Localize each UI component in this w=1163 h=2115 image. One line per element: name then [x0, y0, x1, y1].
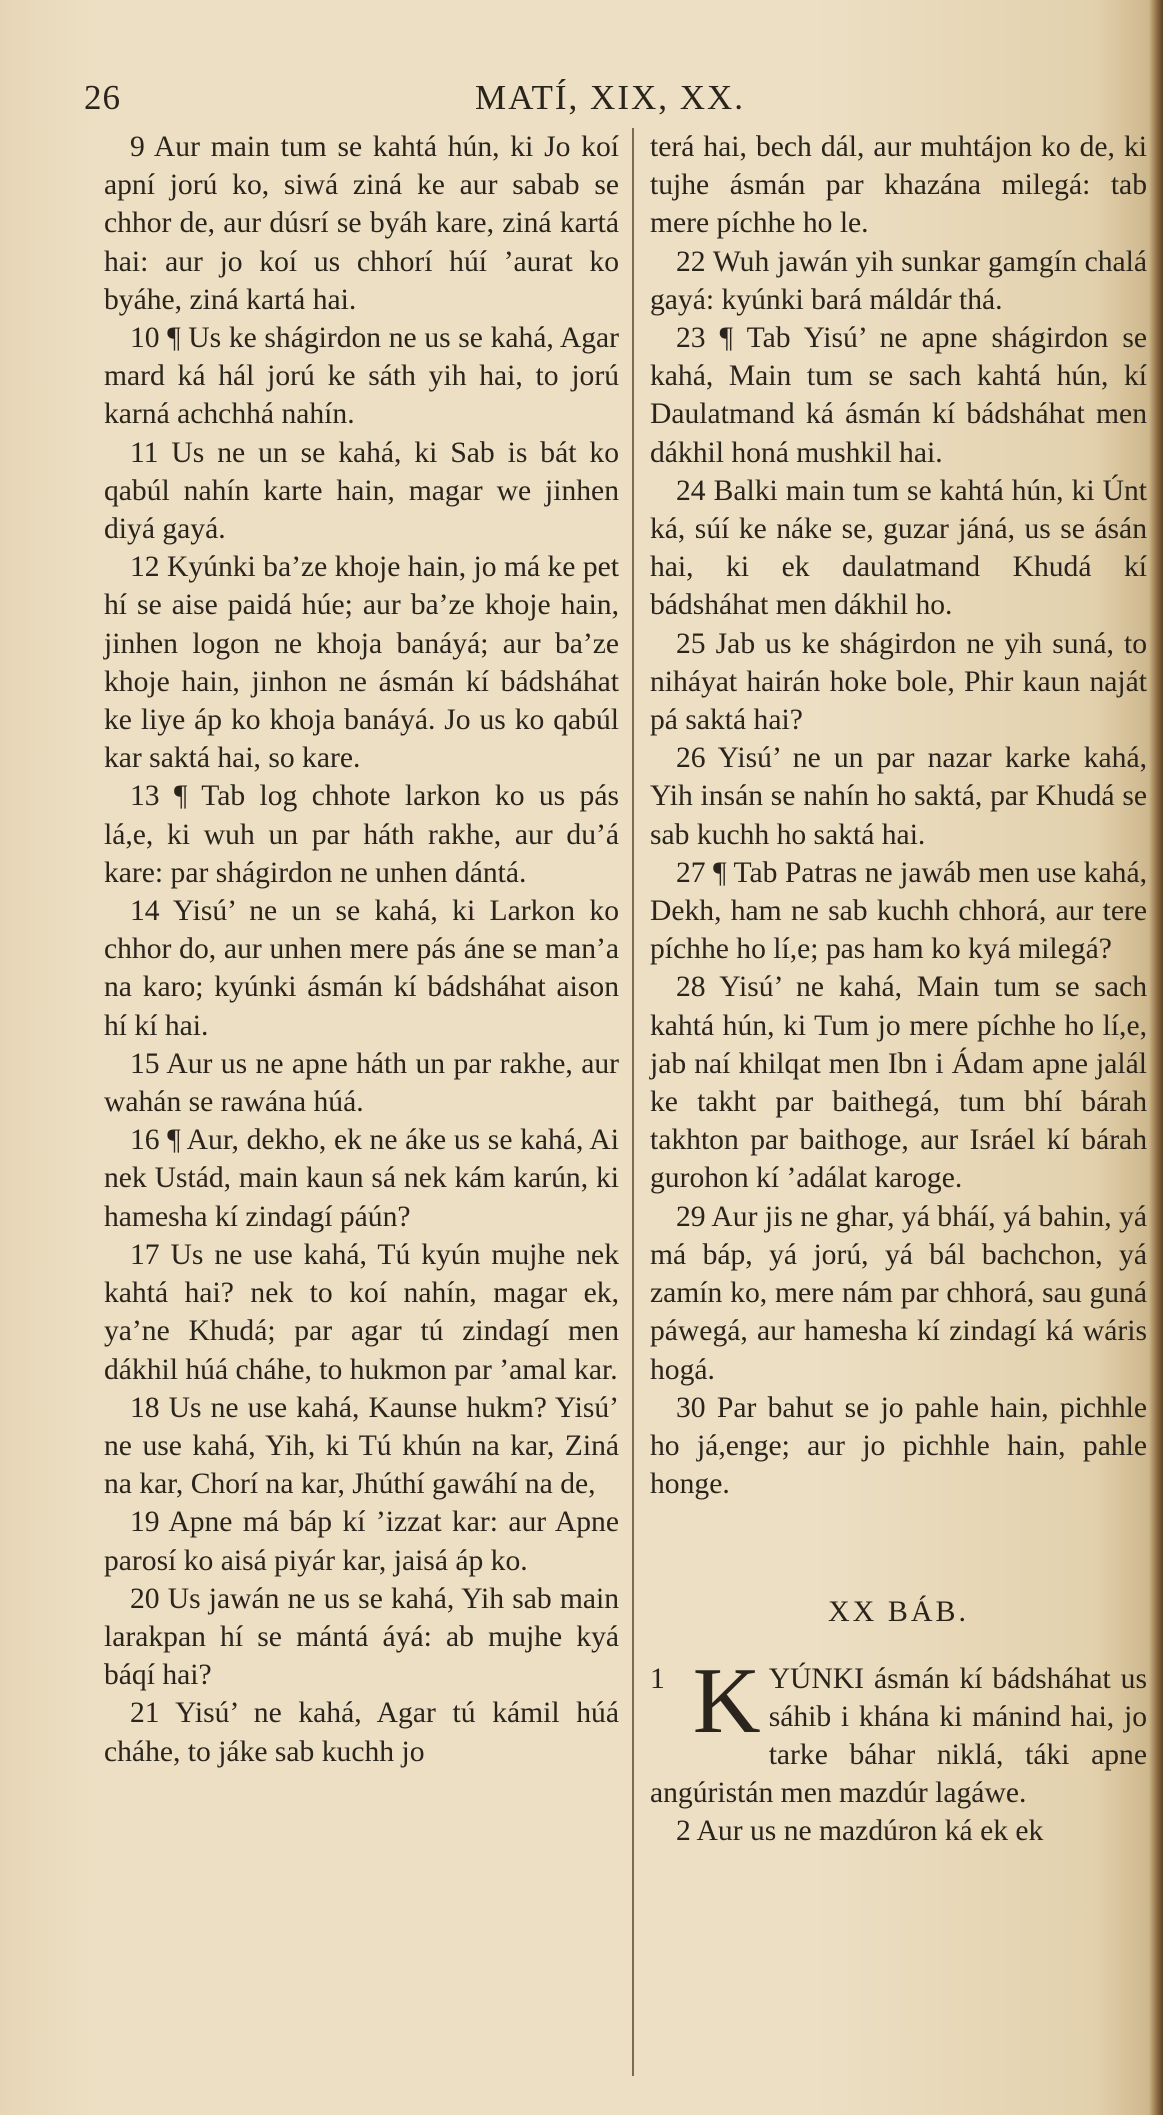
verse-14: 14 Yisú’ ne un se kahá, ki Larkon ko chhor do, aur unhen mere pás áne se man’a na karo; kyúnki ásmán kí bádsháhat aison hí kí hai. [104, 895, 619, 1042]
verse-21-continued: terá hai, bech dál, aur muhtájon ko de, ki tujhe ásmán par khazána milegá: tab mere píchhe ho le. [650, 131, 1147, 240]
chapter-20-verse-1 [650, 1648, 1147, 1813]
verse-11: 11 Us ne un se kahá, ki Sab is bát ko qabúl nahín karte hain, magar we jinhen diyá gayá. [104, 436, 619, 546]
verse-24: 24 Balki main tum se kahtá hún, ki Únt ká, súí ke náke se, guzar jáná, us se ásán hai, ki ek daulatmand Khudá kí bádsháhat men dákhil ho. [650, 474, 1147, 622]
verse-13: 13 ¶ Tab log chhote larkon ko us pás lá,e, ki wuh un par háth rakhe, aur du’á kare: par shágirdon ne unhen dántá. [104, 780, 619, 889]
verse-30: 30 Par bahut se jo pahle hain, pichhle ho já,enge; aur jo pichhle hain, pahle honge. [650, 1391, 1147, 1501]
left-column [104, 128, 619, 1771]
page-number: 26 [84, 78, 121, 117]
verse-16: 16 ¶ Aur, dekho, ek ne áke us se kahá, Ai nek Ustád, main kaun sá nek kám karún, ki hamesha kí zindagí páún? [104, 1124, 619, 1233]
column-divider [632, 128, 634, 2076]
verse-1-text: YÚNKI ásmán kí bádsháhat us sáhib i khána ki mánind hai, jo tarke báhar niklá, táki apne angúristán men mazdúr lagáwe. [650, 1662, 1147, 1810]
drop-cap: K [692, 1648, 761, 1753]
chapter-20-verse-2: 2 Aur us ne mazdúron ká ek ek [676, 1815, 1044, 1848]
verse-29: 29 Aur jis ne ghar, yá bháí, yá bahin, yá má báp, yá jorú, yá bál bachchon, yá zamín ko, mere nám par chhorá, sau guná páwegá, aur hamesha kí zindagí ká wáris hogá. [650, 1200, 1147, 1386]
verse-22: 22 Wuh jawán yih sunkar gamgín chalá gayá: kyúnki bará máldár thá. [650, 245, 1147, 316]
verse-25: 25 Jab us ke shágirdon ne yih suná, to niháyat hairán hoke bole, Phir kaun naját pá saktá hai? [650, 627, 1147, 737]
chapter-heading: XX BÁB. [827, 1595, 969, 1629]
verse-15: 15 Aur us ne apne háth un par rakhe, aur wahán se rawána húá. [104, 1047, 619, 1119]
verse-26: 26 Yisú’ ne un par nazar karke kahá, Yih insán se nahín ho saktá, par Khudá se sab kuchh ho saktá hai. [650, 742, 1147, 851]
running-title: MATÍ, XIX, XX. [475, 78, 746, 117]
verse-19: 19 Apne má báp kí ’izzat kar: aur Apne parosí ko aisá piyár kar, jaisá áp ko. [104, 1506, 619, 1577]
page-edge [1149, 0, 1163, 2115]
verse-28: 28 Yisú’ ne kahá, Main tum se sach kahtá hún, ki Tum jo mere píchhe ho lí,e, jab naí khilqat men Ibn i Ádam apne jalál ke takht par baithegá, tum bhí bárah takhton par baithoge, aur Isráel kí bárah gurohon kí ’adálat karoge. [650, 971, 1147, 1195]
verse-21: 21 Yisú’ ne kahá, Agar tú kámil húá cháhe, to jáke sab kuchh jo [104, 1697, 619, 1768]
verse-9: 9 Aur main tum se kahtá hún, ki Jo koí apní jorú ko, siwá ziná ke aur sabab se chhor de, aur dúsrí se byáh kare, ziná kartá hai: aur jo koí us chhorí húí ’aurat ko byáhe, ziná kartá hai. [104, 131, 619, 316]
verse-17: 17 Us ne use kahá, Tú kyún mujhe nek kahtá hai? nek to koí nahín, magar ek, ya’ne Khudá; par agar tú zindagí men dákhil húá cháhe, to hukmon par ’amal kar. [104, 1238, 619, 1386]
verse-12: 12 Kyúnki ba’ze khoje hain, jo má ke pet hí se aise paidá húe; aur ba’ze khoje hain, jinhen logon ne khoja banáyá; aur ba’ze khoje hain, jinhon ne ásmán kí bádsháhat ke liye áp ko khoja banáyá. Jo us ko qabúl kar saktá hai, so kare. [104, 551, 619, 775]
verse-number: 1 [650, 1662, 665, 1695]
verse-23: 23 ¶ Tab Yisú’ ne apne shágirdon se kahá, Main tum se sach kahtá hún, kí Daulatmand ká ásmán kí bádsháhat men dákhil honá mushkil hai. [650, 322, 1147, 469]
verse-18: 18 Us ne use kahá, Kaunse hukm? Yisú’ ne use kahá, Yih, ki Tú khún na kar, Ziná na kar, Chorí na kar, Jhúthí gawáhí na de, [104, 1391, 619, 1501]
verse-27: 27 ¶ Tab Patras ne jawáb men use kahá, Dekh, ham ne sab kuchh chhorá, aur tere píchhe ho lí,e; pas ham ko kyá milegá? [650, 856, 1147, 966]
running-header [0, 78, 1150, 128]
verse-20: 20 Us jawán ne us se kahá, Yih sab main larakpan hí se mántá áyá: ab mujhe kyá báqí hai? [104, 1582, 619, 1692]
verse-10: 10 ¶ Us ke shágirdon ne us se kahá, Agar mard ká hál jorú ke sáth yih hai, to jorú karná achchhá nahín. [104, 322, 619, 431]
right-column [650, 128, 1147, 1851]
